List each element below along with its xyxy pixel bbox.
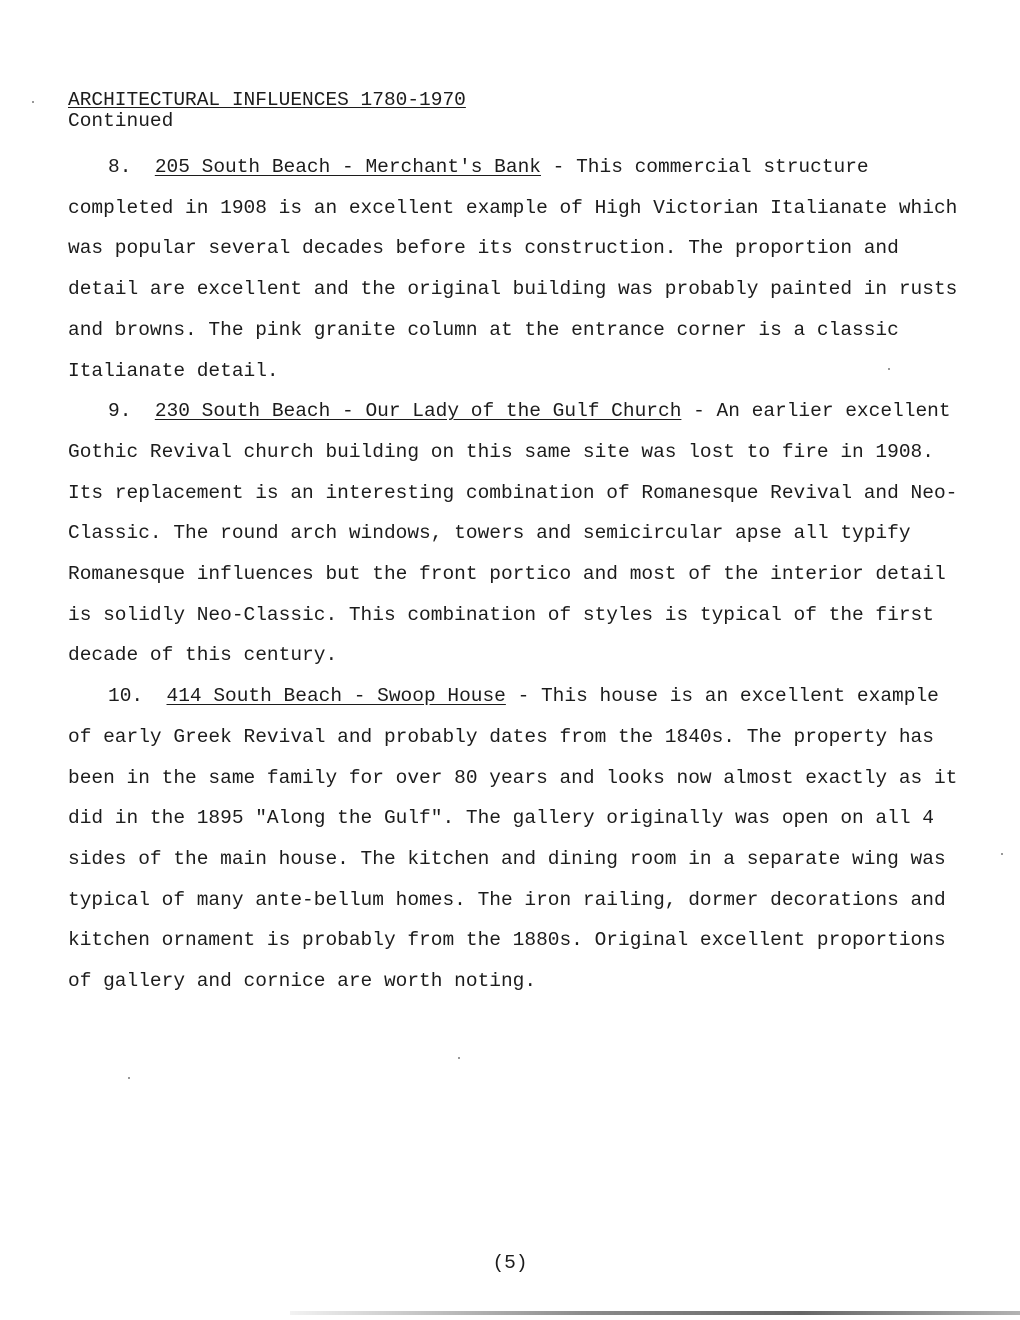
scan-speck <box>1001 853 1003 855</box>
entry-description: - An earlier excellent Gothic Revival church building on this same site was lost to fire in 1908. Its replacement is an interesting combination of Romanesque Revival and Neo-Classic. The round arch windows, towers and semicircular apse all typify Romanesque influences but the front portico and most of the interior detail is solidly Neo-Classic. This combination of styles is typical of the first decade of this century. <box>68 400 958 667</box>
scan-speck <box>888 368 890 370</box>
heading-subtitle: Continued <box>68 110 174 132</box>
entry-title: 414 South Beach - Swoop House <box>166 685 506 708</box>
entry-number: 10. <box>108 685 144 708</box>
scan-speck <box>32 101 34 103</box>
entry-230-south-beach <box>68 391 960 676</box>
entry-205-south-beach <box>68 147 960 391</box>
document-heading <box>68 90 466 132</box>
scan-speck <box>128 1077 130 1079</box>
entry-title: 230 South Beach - Our Lady of the Gulf Church <box>154 400 682 423</box>
scan-edge-artifact <box>290 1311 1020 1315</box>
entry-description: - This commercial structure completed in 1908 is an excellent example of High Victorian Italianate which was popular several decades before its construction. The proportion and detail are excellent and the original building was probably painted in rusts and browns. The pink granite column at the entrance corner is a classic Italianate detail. <box>68 156 958 382</box>
scan-speck <box>458 1057 460 1059</box>
heading-title: ARCHITECTURAL INFLUENCES 1780-1970 <box>68 89 466 111</box>
page-number: (5) <box>492 1252 528 1274</box>
entry-414-south-beach <box>68 676 960 1002</box>
document-body <box>68 147 960 1002</box>
entry-title: 205 South Beach - Merchant's Bank <box>154 156 541 178</box>
entry-number: 8. <box>108 156 132 178</box>
entry-description: - This house is an excellent example of early Greek Revival and probably dates from the 1840s. The property has been in the same family for over 80 years and looks now almost exactly as it did in the 1895 "Along the Gulf". The gallery originally was open on all 4 sides of the main house. The kitchen and dining room in a separate wing was typical of many ante-bellum homes. The iron railing, dormer decorations and kitchen ornament is probably from the 1880s. Original excellent proportions of gallery and cornice are worth noting. <box>68 685 958 993</box>
entry-number: 9. <box>108 400 132 423</box>
